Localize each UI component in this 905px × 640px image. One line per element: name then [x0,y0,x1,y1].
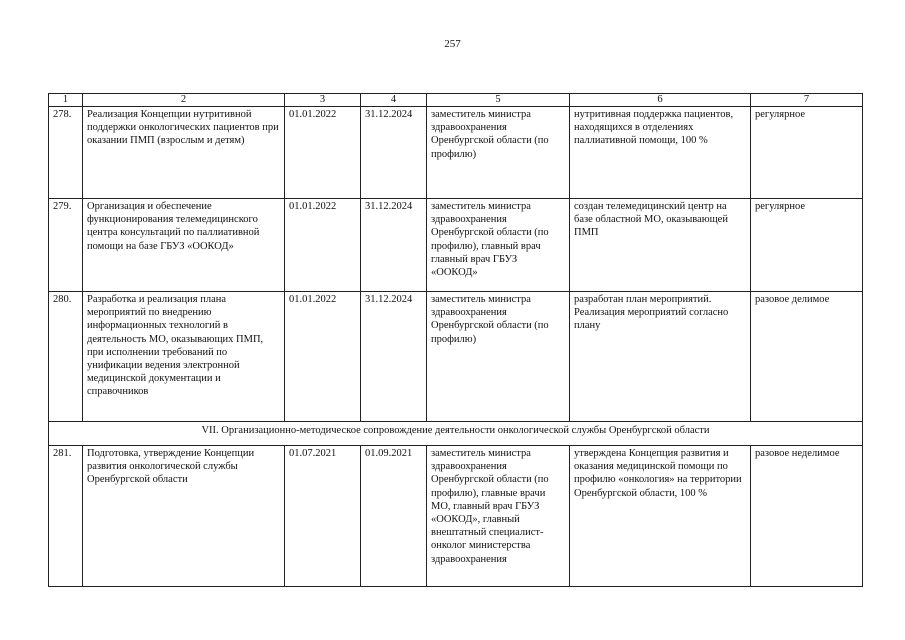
column-number: 1 [49,94,83,107]
row-number: 280. [49,292,83,422]
column-number: 6 [570,94,751,107]
measures-table [48,93,863,587]
expected-result: создан телемедицинский центр на базе областной МО, оказывающей ПМП [570,199,751,292]
measure-type: разовое неделимое [751,446,863,587]
table-row [49,199,863,292]
column-number-row [49,94,863,107]
expected-result: утверждена Концепция развития и оказания медицинской помощи по профилю «онкология» на территории Оренбургской области, 100 % [570,446,751,587]
start-date: 01.07.2021 [285,446,361,587]
expected-result: нутритивная поддержка пациентов, находящихся в отделениях паллиативной помощи, 100 % [570,107,751,199]
expected-result: разработан план мероприятий. Реализация мероприятий согласно плану [570,292,751,422]
responsible: заместитель министра здравоохранения Оренбургской области (по профилю), главные врачи МО, главный врач ГБУЗ «ООКОД», главный внештатный специалист-онколог министерства здравоохранения [427,446,570,587]
measure-type: регулярное [751,107,863,199]
start-date: 01.01.2022 [285,292,361,422]
measure-name: Подготовка, утверждение Концепции развития онкологической службы Оренбургской области [83,446,285,587]
responsible: заместитель министра здравоохранения Оренбургской области (по профилю) [427,107,570,199]
row-number: 281. [49,446,83,587]
measure-name: Разработка и реализация плана мероприятий по внедрению информационных технологий в деятельность МО, оказывающих ПМП, при исполнении требований по унификации ведения электронной медицинской документации и справочников [83,292,285,422]
start-date: 01.01.2022 [285,199,361,292]
end-date: 01.09.2021 [361,446,427,587]
end-date: 31.12.2024 [361,107,427,199]
measure-type: разовое делимое [751,292,863,422]
responsible: заместитель министра здравоохранения Оренбургской области (по профилю), главный врач главный врач ГБУЗ «ООКОД» [427,199,570,292]
row-number: 278. [49,107,83,199]
measure-name: Реализация Концепции нутритивной поддержки онкологических пациентов при оказании ПМП (взрослым и детям) [83,107,285,199]
section-title: VII. Организационно-методическое сопровождение деятельности онкологической службы Оренбургской области [49,422,863,446]
responsible: заместитель министра здравоохранения Оренбургской области (по профилю) [427,292,570,422]
column-number: 3 [285,94,361,107]
column-number: 5 [427,94,570,107]
column-number: 4 [361,94,427,107]
start-date: 01.01.2022 [285,107,361,199]
column-number: 7 [751,94,863,107]
end-date: 31.12.2024 [361,292,427,422]
table-row [49,292,863,422]
page-number: 257 [444,38,461,50]
column-number: 2 [83,94,285,107]
end-date: 31.12.2024 [361,199,427,292]
measure-type: регулярное [751,199,863,292]
section-row [49,422,863,446]
measure-name: Организация и обеспечение функционирования телемедицинского центра консультаций по паллиативной помощи на базе ГБУЗ «ООКОД» [83,199,285,292]
row-number: 279. [49,199,83,292]
table-row [49,107,863,199]
table-row [49,446,863,587]
